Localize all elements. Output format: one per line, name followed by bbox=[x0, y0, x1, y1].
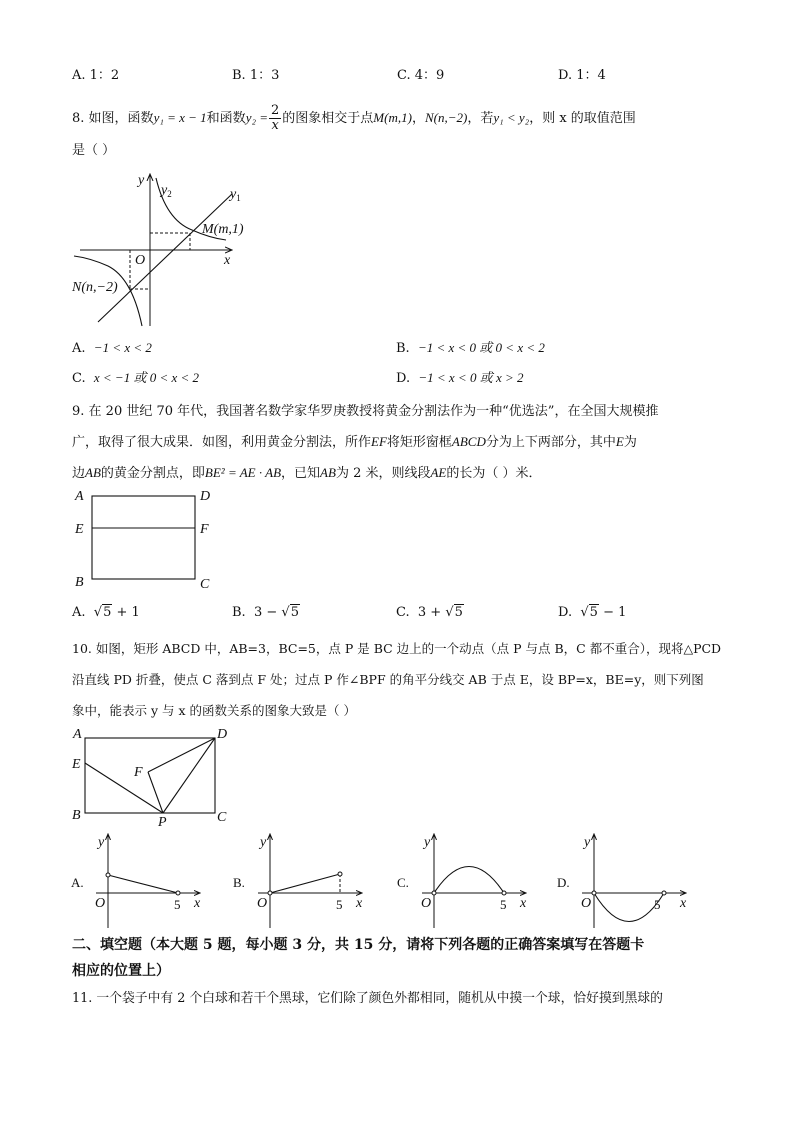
q8-option-a: A. −1 < x < 2 bbox=[72, 340, 152, 356]
y-axis-label: y bbox=[98, 835, 105, 850]
y-axis-label: y bbox=[138, 173, 145, 188]
section2-heading-line2: 相应的位置上） bbox=[72, 963, 170, 979]
open-endpoint bbox=[662, 891, 666, 895]
y-axis-label: y bbox=[424, 835, 431, 850]
fraction-denominator: x bbox=[271, 118, 279, 133]
open-endpoint bbox=[432, 891, 436, 895]
q10-option-a-graph bbox=[70, 830, 210, 930]
q8-y2-lhs: y₂ = bbox=[245, 110, 268, 125]
q8-point-m: M(m,1) bbox=[373, 110, 412, 125]
option-letter: B. bbox=[233, 875, 245, 890]
option-letter: A. bbox=[71, 875, 84, 890]
q8-text2: 和函数 bbox=[206, 111, 246, 126]
origin-label: O bbox=[135, 253, 146, 268]
label-a: A bbox=[75, 489, 84, 504]
q7-option-b: B. 1：3 bbox=[232, 68, 280, 83]
segment-fd bbox=[148, 738, 215, 772]
window-frame-rect bbox=[92, 496, 195, 579]
label-f: F bbox=[134, 765, 143, 780]
y1-line-label: $y_1$ bbox=[230, 187, 241, 203]
tick-five: 5 bbox=[174, 897, 181, 912]
label-c: C bbox=[200, 577, 210, 592]
label-b: B bbox=[75, 575, 84, 590]
q8-option-b: B. −1 < x < 0 或 0 < x < 2 bbox=[396, 340, 545, 356]
q8-option-c: C. x < −1 或 0 < x < 2 bbox=[72, 370, 200, 386]
q8-separator: ， bbox=[411, 111, 425, 126]
q10-option-d-graph bbox=[556, 830, 696, 930]
q9-option-a: A. √5 + 1 bbox=[72, 605, 140, 620]
point-n-label: N(n,−2) bbox=[72, 280, 118, 295]
origin-label: O bbox=[421, 896, 432, 911]
x-axis-label: x bbox=[356, 896, 363, 911]
option-letter: D. bbox=[557, 875, 570, 890]
open-endpoint bbox=[592, 891, 596, 895]
q8-stem-line2: 是（ ） bbox=[72, 143, 116, 158]
label-d: D bbox=[200, 489, 211, 504]
q7-option-d: D. 1：4 bbox=[558, 68, 606, 83]
y-axis-label: y bbox=[584, 835, 591, 850]
y1-line bbox=[98, 194, 232, 322]
q9-option-c: C. 3 + √5 bbox=[396, 605, 463, 620]
origin-label: O bbox=[257, 896, 268, 911]
tick-five: 5 bbox=[336, 897, 343, 912]
label-p: P bbox=[158, 815, 167, 830]
y2-curve-label: $y_2$ bbox=[161, 183, 172, 199]
graph-curve-arch bbox=[434, 867, 504, 894]
segment-pd bbox=[163, 738, 215, 813]
q10-option-b-graph bbox=[232, 830, 372, 930]
q8-fraction bbox=[269, 104, 281, 133]
q10-stem-line2: 沿直线 PD 折叠，使点 C 落到点 F 处；过点 P 作∠BPF 的角平分线交 AB 于点 E，设 BP=x，BE=y，则下列图 bbox=[72, 672, 704, 687]
label-c: C bbox=[217, 810, 227, 825]
open-endpoint bbox=[502, 891, 506, 895]
q8-y1-expression: y₁ = x − 1 bbox=[153, 110, 207, 125]
q8-text5: ，则 x 的取值范围 bbox=[529, 111, 636, 126]
x-axis-label: x bbox=[520, 896, 527, 911]
q8-text3: 的图象相交于点 bbox=[282, 111, 374, 126]
q9-stem-line2: 广，取得了很大成果．如图，利用黄金分割法，所作EF将矩形窗框ABCD分为上下两部分，其中E为 bbox=[72, 434, 637, 450]
label-d: D bbox=[217, 727, 228, 742]
label-e: E bbox=[72, 757, 81, 772]
origin-label: O bbox=[95, 896, 106, 911]
q9-stem-line3: 边AB的黄金分割点，即BE² = AE · AB，已知AB为 2 米，则线段AE的长为（ ）米． bbox=[72, 465, 542, 481]
open-endpoint bbox=[106, 873, 110, 877]
y-axis-label: y bbox=[260, 835, 267, 850]
graph-segment bbox=[270, 874, 340, 893]
option-letter: C. bbox=[397, 875, 409, 890]
open-endpoint bbox=[268, 891, 272, 895]
q8-text4: ，若 bbox=[467, 111, 494, 126]
x-axis-label: x bbox=[680, 896, 687, 911]
q8-option-d: D. −1 < x < 0 或 x > 2 bbox=[396, 370, 524, 386]
q9-option-b: B. 3 − √5 bbox=[232, 605, 299, 620]
q7-option-a: A. 1：2 bbox=[72, 68, 120, 83]
label-e: E bbox=[75, 522, 84, 537]
q10-rectangle-figure bbox=[70, 726, 240, 830]
label-b: B bbox=[72, 808, 81, 823]
segment-pf bbox=[148, 772, 163, 813]
graph-segment bbox=[108, 875, 178, 893]
q8-text1: 如图，函数 bbox=[88, 111, 154, 126]
q9-window-figure bbox=[72, 486, 222, 596]
label-f: F bbox=[200, 522, 209, 537]
open-endpoint bbox=[176, 891, 180, 895]
q11-stem-line1: 11. 一个袋子中有 2 个白球和若干个黑球，它们除了颜色外都相同，随机从中摸一个球，恰好摸到黑球的 bbox=[72, 991, 663, 1006]
point-m-label: M(m,1) bbox=[202, 222, 244, 237]
q10-option-c-graph bbox=[396, 830, 536, 930]
tick-five: 5 bbox=[500, 897, 507, 912]
x-axis-label: x bbox=[194, 896, 201, 911]
open-endpoint bbox=[338, 872, 342, 876]
fraction-numerator: 2 bbox=[271, 103, 280, 118]
q7-option-c: C. 4：9 bbox=[397, 68, 445, 83]
x-axis-label: x bbox=[224, 253, 231, 268]
tick-five: 5 bbox=[654, 897, 661, 912]
q9-option-d: D. √5 − 1 bbox=[558, 605, 627, 620]
q8-number: 8. bbox=[72, 111, 85, 126]
q8-point-n: N(n,−2) bbox=[424, 110, 468, 125]
origin-label: O bbox=[581, 896, 592, 911]
q9-stem-line1: 9. 在 20 世纪 70 年代，我国著名数学家华罗庚教授将黄金分割法作为一种“优选法”，在全国大规模推 bbox=[72, 404, 659, 419]
label-a: A bbox=[73, 727, 82, 742]
section2-heading-line1: 二、填空题（本大题 5 题，每小题 3 分，共 15 分，请将下列各题的正确答案填写在答题卡 bbox=[72, 937, 645, 953]
q10-stem-line1: 10. 如图，矩形 ABCD 中，AB=3，BC=5，点 P 是 BC 边上的一个动点（点 P 与点 B，C 都不重合），现将△PCD bbox=[72, 641, 722, 656]
q10-stem-line3: 象中，能表示 y 与 x 的函数关系的图象大致是（ ） bbox=[72, 703, 356, 718]
q8-condition: y₁ < y₂ bbox=[493, 110, 530, 125]
q8-stem-line1 bbox=[72, 104, 636, 133]
q8-graph-figure bbox=[70, 170, 270, 330]
